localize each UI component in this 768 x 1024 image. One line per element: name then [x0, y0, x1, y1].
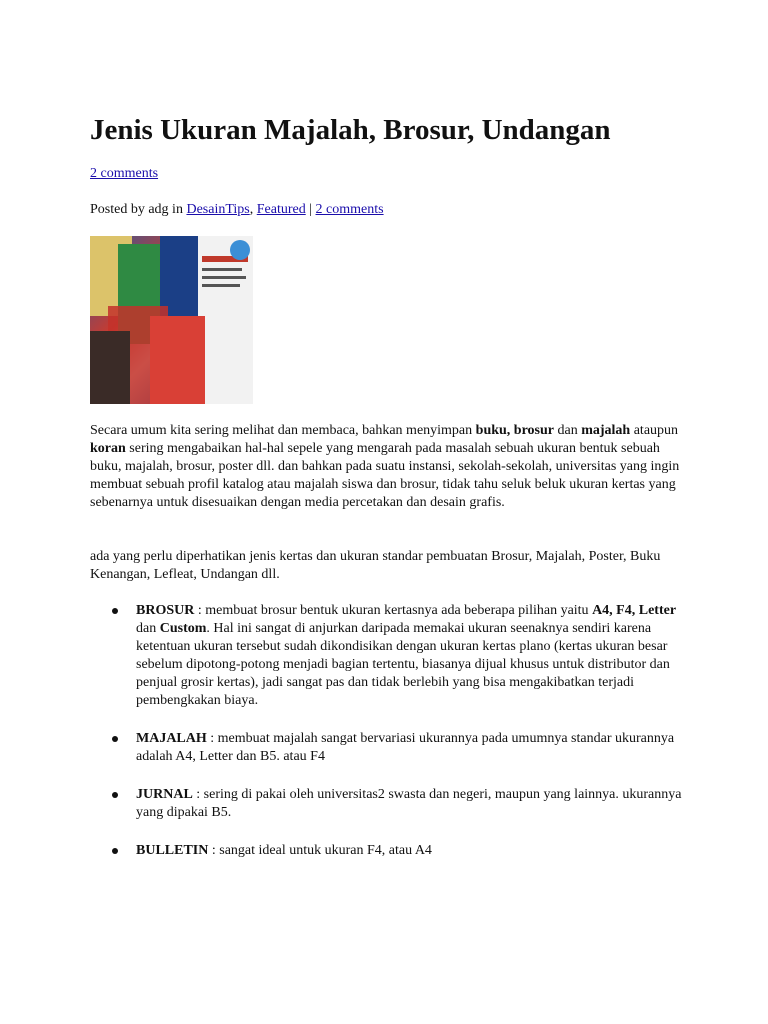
bold-text: buku, brosur — [475, 423, 554, 438]
bold-text: A4, F4, Letter — [592, 603, 677, 618]
bold-text: Custom — [159, 621, 207, 636]
text: Secara umum kita sering melihat dan membaca, bahkan menyimpan — [90, 423, 476, 438]
text: dan — [136, 621, 160, 636]
image-block — [202, 268, 242, 271]
text: sering mengabaikan hal-hal sepele yang mengarah pada masalah sebuah ukuran bentuk sebuah buku, majalah, brosur, poster dll. dan bahkan pada suatu instansi, sekolah-sekolah, universitas yang ingin membuat sebuah profil katalog atau majalah siswa dan brosur, tidak tahu seluk beluk ukuran kertas yang sebenarnya untuk disesuaikan dengan media percetakan dan desain grafis. — [90, 441, 680, 510]
category-link-featured[interactable]: Featured — [256, 202, 306, 217]
list-item-jurnal — [90, 786, 690, 842]
bold-text: koran — [90, 441, 126, 456]
list-item-brosur — [90, 602, 690, 730]
bold-text: BULLETIN — [136, 843, 209, 858]
text: : sering di pakai oleh universitas2 swasta dan negeri, maupun yang lainnya. ukurannya yang dipakai B5. — [136, 787, 682, 820]
article-image — [90, 236, 253, 404]
comments-link[interactable]: 2 comments — [90, 166, 159, 181]
bold-text: majalah — [581, 423, 631, 438]
comments-link-meta[interactable]: 2 comments — [315, 202, 384, 217]
bold-text: BROSUR — [136, 603, 195, 618]
list-item-majalah — [90, 730, 690, 786]
text: : sangat ideal untuk ukuran F4, atau A4 — [208, 843, 432, 858]
image-block — [90, 331, 130, 404]
post-meta — [90, 202, 384, 218]
page-title: Jenis Ukuran Majalah, Brosur, Undangan — [90, 114, 611, 146]
text: : membuat brosur bentuk ukuran kertasnya ada beberapa pilihan yaitu — [194, 603, 593, 618]
image-block — [202, 284, 240, 287]
text: ataupun — [630, 423, 679, 438]
category-separator: , — [249, 202, 257, 217]
intro-paragraph — [90, 422, 690, 512]
comments-container — [90, 166, 158, 182]
size-list — [90, 602, 690, 860]
category-link-desaintips[interactable]: DesainTips — [186, 202, 250, 217]
meta-pipe: | — [305, 202, 316, 217]
list-item-bulletin — [90, 842, 690, 860]
globe-icon — [230, 240, 250, 260]
text: . Hal ini sangat di anjurkan daripada memakai ukuran seenaknya sendiri karena ketentuan ukuran tersebut sudah dikondisikan dengan ukuran kertas plano (kertas ukuran besar sebelum dipotong-potong menjadi bagian tertentu, biasanya dijual khusus untuk distributor dan penjual grosir kertas), jadi sangat pas dan tidak berlebih yang bisa mengakibatkan terjadi pembengkakan biaya. — [136, 621, 670, 708]
text: : membuat majalah sangat bervariasi ukurannya pada umumnya standar ukurannya adalah A4, Letter dan B5. atau F4 — [136, 731, 675, 764]
bold-text: JURNAL — [136, 787, 193, 802]
second-paragraph: ada yang perlu diperhatikan jenis kertas dan ukuran standar pembuatan Brosur, Majalah, Poster, Buku Kenangan, Lefleat, Undangan dll. — [90, 549, 661, 582]
bold-text: MAJALAH — [136, 731, 207, 746]
image-block — [150, 316, 205, 404]
image-block — [202, 276, 246, 279]
text: dan — [554, 423, 582, 438]
posted-by-text: Posted by adg in — [90, 202, 187, 217]
